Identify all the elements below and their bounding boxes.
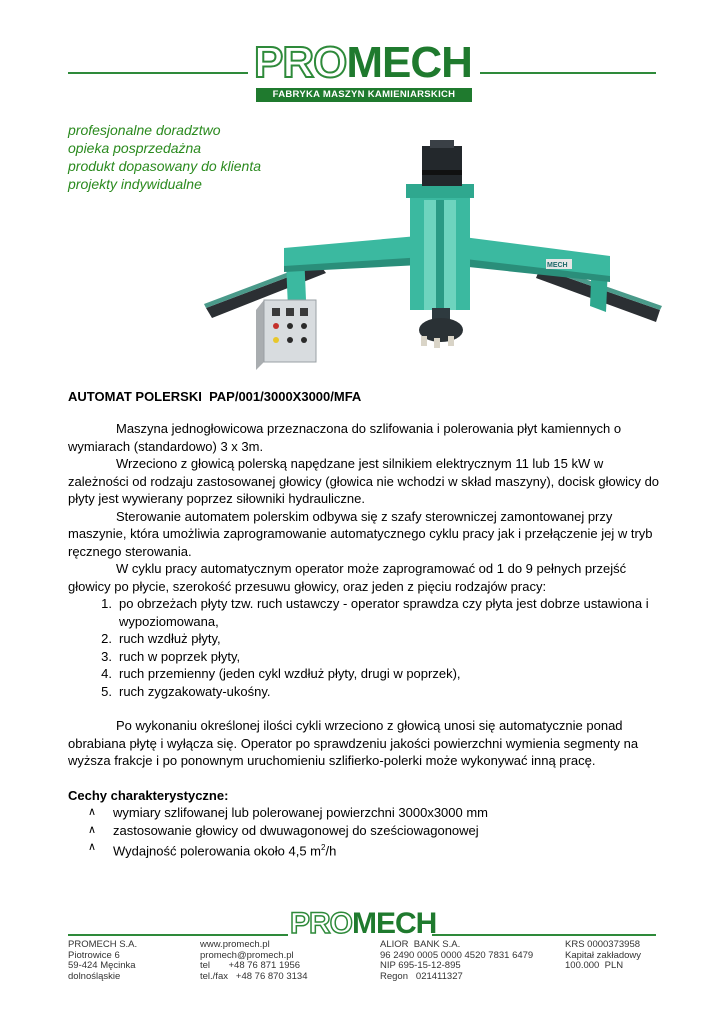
list-text: ruch zygzakowaty-ukośny. [119,683,271,699]
footer-contact [200,940,370,982]
header-rule-left [68,72,248,74]
footer-email[interactable]: promech@promech.pl [200,949,294,961]
cabinet-switch [272,308,280,316]
list-item [68,665,662,683]
footer-line: NIP 695-15-12-895 [380,960,461,971]
footer-registration [565,940,665,972]
list-number: 2. [101,631,112,646]
list-text: ruch wzdłuż płyty, [119,631,221,646]
footer-line: PROMECH S.A. [68,939,138,950]
column-cap [406,184,474,198]
bullet-icon: ∧ [88,806,97,818]
list-item [68,839,662,860]
list-text: ruch przemienny (jeden cykl wzdłuż płyty, drugi w poprzek), [119,666,461,681]
footer-bank [380,940,560,982]
list-item [68,822,662,840]
cabinet-knob [301,323,307,329]
logo-subtitle: FABRYKA MASZYN KAMIENIARSKICH [272,89,456,100]
footer-line: Kapitał zakładowy [565,949,642,961]
paragraph: Maszyna jednogłowicowa przeznaczona do szlifowania i polerowania płyt kamiennych o wymiarach (standardowo) 3 x 3m. [68,421,622,454]
footer-line: ALIOR BANK S.A. [380,939,461,950]
footer-line: tel +48 76 871 1956 [200,960,301,971]
footer-line: dolnośląskie [68,970,121,982]
cabinet-switch [300,308,308,316]
list-number: 1. [101,596,112,611]
tagline-item: profesjonalne doradztwo [68,122,221,138]
tagline-item: opieka posprzedażna [68,140,202,156]
list-text: ruch w poprzek płyty, [119,648,241,664]
head-segment [434,338,440,348]
footer-rule-left [68,934,288,936]
paragraph: W cyklu pracy automatycznym operator może zaprogramować od 1 do 9 pełnych przejść głowicy po płycie, szerokość przesuwu głowicy, oraz jeden z pięciu rodzajów pracy: [68,561,627,594]
list-number: 3. [101,648,112,664]
cabinet-knob [301,337,307,343]
head-segment [448,336,454,346]
feature-text: zastosowanie głowicy od dwuwagonowej do sześciowagonowej [113,822,479,838]
list-item [68,683,662,701]
logo-mech-text: MECH [346,38,472,87]
paragraph: Wrzeciono z głowicą polerską napędzane jest silnikiem elektrycznym 11 lub 15 kW w zależności od rodzaju zastosowanej głowicy (głowica nie wchodzi w skład maszyny), docisk głowicy do płyty jest wywierany poprzez siłowniki hydrauliczne. [68,456,660,506]
footer-line: Regon 021411327 [380,970,463,982]
footer-company [68,940,188,982]
description [68,420,662,860]
paragraph: Sterowanie automatem polerskim odbywa się z szafy sterowniczej zamontowanej przy maszynie, która umożliwia zaprogramowanie automatycznego cyklu pracy jak i przełączenie jej w tryb ręcznego sterowania. [68,508,653,559]
tagline-item: projekty indywidualne [68,176,202,192]
motor-band [422,170,462,175]
footer-line: 100.000 PLN [565,960,624,971]
cabinet-knob [273,337,279,343]
feature-text [113,839,336,860]
tagline-item: produkt dopasowany do klienta [68,158,262,174]
list-number: 4. [101,666,112,681]
footer-line: 96 2490 0005 0000 4520 7831 6479 [380,949,534,961]
bullet-icon: ∧ [88,823,97,836]
cabinet-knob [273,323,279,329]
footer-logo-mech: MECH [352,907,437,940]
control-cabinet-side [256,300,264,370]
machine-photo [200,140,670,370]
nameplate-text: MECH [547,262,568,269]
logo-pro-text: PRO [254,38,347,87]
features-list [68,804,662,860]
list-item [68,804,662,822]
cabinet-knob [287,323,293,329]
logo-subtitle-bar [256,88,472,102]
bullet-icon: ∧ [88,841,97,853]
footer-line: tel./fax +48 76 870 3134 [200,970,308,982]
list-item [68,630,662,648]
paragraph: Po wykonaniu określonej ilości cykli wrzeciono z głowicą unosi się automatycznie ponad obrabiana płytę i wyłącza się. Operator po sprawdzeniu jakości powierzchni wymienia segmenty na wyższa frakcje i po ponownym uruchomieniu szlifierko-polerki może wykonywać inną pracę. [68,718,639,768]
list-item [68,648,662,666]
header-logo [254,40,476,108]
list-item [68,595,662,630]
superscript: 2 [321,843,326,852]
footer-line: Piotrowice 6 [68,949,120,961]
footer-website[interactable]: www.promech.pl [200,939,270,950]
feature-text: wymiary szlifowanej lub polerowanej powierzchni 3000x3000 mm [113,805,489,820]
feature-text-suffix: /h [325,843,337,859]
column-rib [436,200,444,310]
list-number: 5. [101,683,112,699]
footer-rule-right [432,934,656,936]
list-text: po obrzeżach płyty tzw. ruch ustawczy - operator sprawdza czy płyta jest dobrze ustawiona i wypoziomowana, [119,596,649,629]
cabinet-knob [287,337,293,343]
footer-logo-pro: PRO [290,907,353,940]
footer-line: 59-424 Męcinka [68,960,136,971]
footer-line: KRS 0000373958 [565,939,641,950]
head-segment [421,336,427,346]
feature-text-prefix: Wydajność polerowania około 4,5 m [113,843,321,859]
motor-top [430,140,454,148]
header-rule-right [480,72,656,74]
product-title: AUTOMAT POLERSKI PAP/001/3000X3000/MFA [68,389,362,404]
work-modes-list [68,595,662,700]
motor [422,146,462,186]
features-heading: Cechy charakterystyczne: [68,787,229,803]
cabinet-switch [286,308,294,316]
